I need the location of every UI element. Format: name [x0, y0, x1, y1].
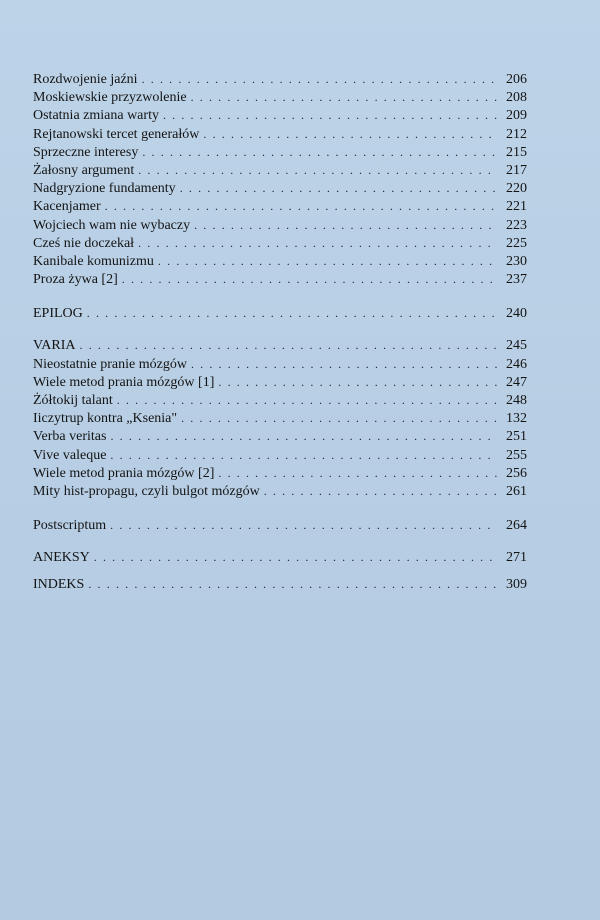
entry-page: 246	[506, 356, 527, 372]
toc-entry	[33, 373, 527, 391]
entry-page: 221	[506, 199, 527, 215]
entry-title: Żałosny argument	[33, 162, 135, 178]
entry-page: 215	[506, 144, 527, 160]
toc-entry-indeks	[33, 575, 527, 593]
leader-dots	[87, 304, 497, 322]
toc-entry-aneksy	[33, 548, 527, 566]
leader-dots	[110, 516, 497, 534]
leader-dots	[180, 179, 497, 197]
entry-page: 212	[506, 126, 527, 142]
entry-title: Iiczytrup kontra „Ksenia"	[33, 411, 178, 427]
entry-title: Rejtanowski tercet generałów	[33, 126, 200, 142]
entry-title: Cześ nie doczekał	[33, 235, 135, 251]
toc-entry	[33, 179, 527, 197]
toc-entry	[33, 427, 527, 445]
entry-title: EPILOG	[33, 306, 83, 322]
toc-entry	[33, 197, 527, 215]
leader-dots	[94, 548, 497, 566]
leader-dots	[122, 270, 497, 288]
leader-dots	[203, 125, 497, 143]
entry-title: Kacenjamer	[33, 199, 101, 215]
toc-entry	[33, 270, 527, 288]
entry-title: Vive valeque	[33, 447, 107, 463]
entry-title: Wiele metod prania mózgów [1]	[33, 374, 215, 390]
leader-dots	[117, 391, 497, 409]
entry-page: 255	[506, 447, 527, 463]
entry-page: 251	[506, 429, 527, 445]
entry-title: Moskiewskie przyzwolenie	[33, 90, 187, 106]
entry-title: Verba veritas	[33, 429, 107, 445]
toc-entry	[33, 409, 527, 427]
leader-dots	[158, 252, 497, 270]
entry-title: Ostatnia zmiana warty	[33, 108, 159, 124]
toc-entry	[33, 252, 527, 270]
entry-title: Rozdwojenie jaźni	[33, 72, 138, 87]
leader-dots	[264, 482, 497, 500]
toc-entry	[33, 464, 527, 482]
entry-title: Wiele metod prania mózgów [2]	[33, 465, 215, 481]
toc-entry	[33, 234, 527, 252]
entry-page: 217	[506, 162, 527, 178]
entry-title: ANEKSY	[33, 550, 90, 566]
entry-page: 248	[506, 393, 527, 408]
entry-page: 240	[506, 306, 527, 322]
toc-entry	[33, 143, 527, 161]
entry-title: Postscriptum	[33, 518, 107, 534]
entry-title: VARIA	[33, 338, 76, 354]
entry-title: INDEKS	[33, 576, 85, 592]
toc-entry	[33, 446, 527, 464]
toc-entry	[33, 106, 527, 124]
leader-dots	[163, 106, 497, 124]
section-gap	[33, 567, 527, 575]
entry-page: 209	[506, 108, 527, 124]
section-gap	[33, 500, 527, 516]
entry-page: 247	[506, 374, 527, 390]
entry-page: 271	[506, 550, 527, 566]
toc-entry	[33, 125, 527, 143]
leader-dots	[138, 234, 497, 252]
leader-dots	[105, 197, 497, 215]
entry-title: Żółtokij talant	[33, 393, 113, 408]
toc-entry	[33, 391, 527, 409]
leader-dots	[191, 355, 497, 373]
entry-page: 223	[506, 217, 527, 233]
leader-dots	[142, 143, 497, 161]
leader-dots	[142, 70, 497, 88]
toc-entry	[33, 216, 527, 234]
toc-entry	[33, 88, 527, 106]
toc-entry	[33, 161, 527, 179]
entry-page: 230	[506, 253, 527, 269]
leader-dots	[218, 373, 497, 391]
toc-entry	[33, 355, 527, 373]
entry-page: 245	[506, 338, 527, 354]
table-of-contents	[33, 70, 527, 593]
entry-page: 220	[506, 181, 527, 197]
entry-page: 208	[506, 90, 527, 106]
section-gap	[33, 288, 527, 304]
leader-dots	[194, 216, 497, 234]
section-gap	[33, 534, 527, 548]
entry-title: Mity hist-propagu, czyli bulgot mózgów	[33, 483, 260, 499]
leader-dots	[191, 88, 497, 106]
toc-entry-varia	[33, 336, 527, 354]
toc-entry-postscriptum	[33, 516, 527, 534]
leader-dots	[80, 336, 497, 354]
entry-page: 132	[506, 411, 527, 427]
entry-page: 264	[506, 518, 527, 534]
entry-title: Nieostatnie pranie mózgów	[33, 356, 187, 372]
leader-dots	[218, 464, 497, 482]
entry-title: Kanibale komunizmu	[33, 253, 154, 269]
entry-page: 261	[506, 483, 527, 499]
leader-dots	[110, 446, 497, 464]
leader-dots	[181, 409, 497, 427]
entry-title: Nadgryzione fundamenty	[33, 181, 176, 197]
entry-page: 225	[506, 235, 527, 251]
entry-title: Proza żywa [2]	[33, 272, 118, 288]
entry-title: Wojciech wam nie wybaczy	[33, 217, 191, 233]
leader-dots	[88, 575, 497, 593]
entry-page: 237	[506, 272, 527, 288]
entry-page: 206	[506, 72, 527, 87]
leader-dots	[110, 427, 497, 445]
toc-entry-epilog	[33, 304, 527, 322]
section-gap	[33, 322, 527, 336]
toc-entry	[33, 70, 527, 88]
entry-page: 256	[506, 465, 527, 481]
entry-title: Sprzeczne interesy	[33, 144, 139, 160]
entry-page: 309	[506, 576, 527, 592]
toc-entry	[33, 482, 527, 500]
leader-dots	[138, 161, 497, 179]
